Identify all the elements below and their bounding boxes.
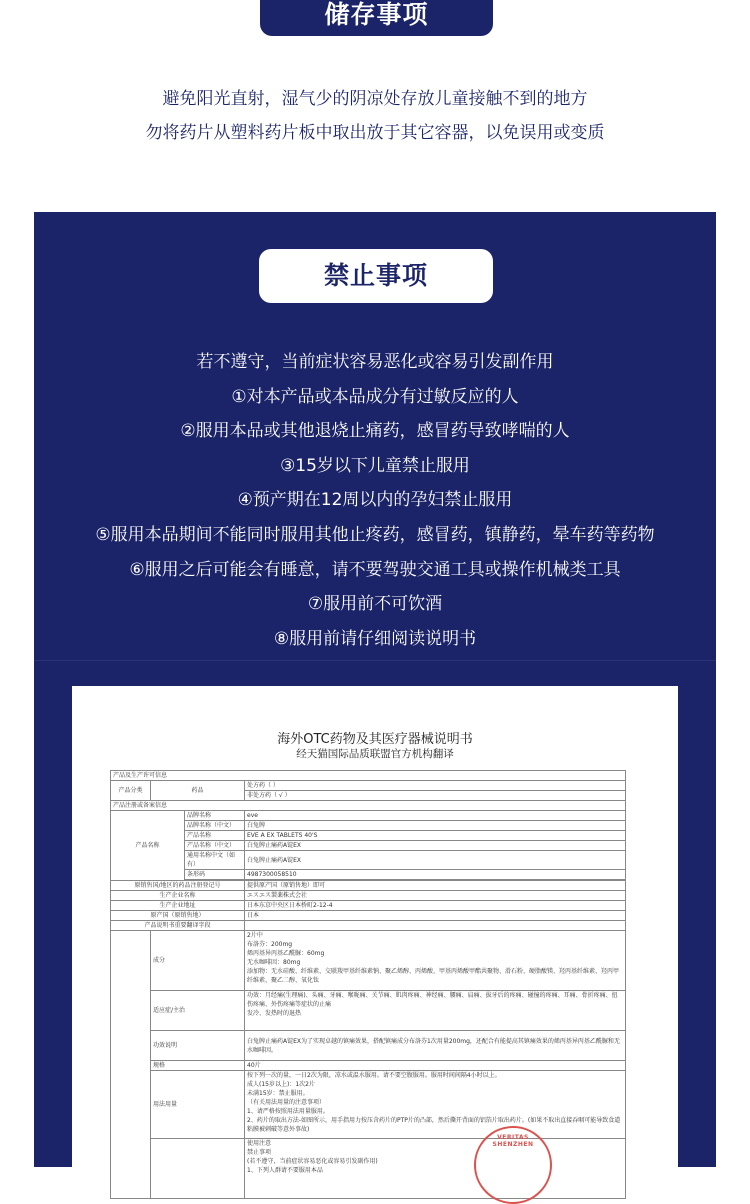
composition-line: 烯丙基异丙基乙酰脲：60mg [247, 950, 325, 957]
table-row: 产品注册或备案信息 [111, 801, 626, 811]
table-cell: 用法用量 [151, 1071, 245, 1139]
table-cell: 白兔牌止痛药A锭EX [245, 841, 626, 851]
seal-text: VERITAS SHENZHEN [492, 1134, 534, 1148]
caution-line: (若不遵守，当前症状容易恶化或容易引发副作用) [247, 1158, 378, 1165]
prohibition-title: 禁止事项 [259, 249, 493, 303]
prohibition-item: ⑥服用之后可能会有睡意，请不要驾驶交通工具或操作机械类工具 [129, 559, 621, 580]
usage-line: 1、请严格按照用法用量服用。 [247, 1108, 329, 1115]
table-cell [245, 931, 626, 991]
table-cell: 生产企业地址 [111, 901, 245, 911]
table-cell: EVE A EX TABLETS 40'S [245, 831, 626, 841]
document-subtitle: 经天猫国际品质联盟官方机构翻译 [296, 748, 454, 760]
table-cell: 产品分类 [111, 781, 151, 801]
table-cell: 白兔牌 [245, 821, 626, 831]
instruction-document [72, 686, 678, 1174]
table-cell: 40片 [245, 1061, 626, 1071]
table-cell: 产品名称（中文） [185, 841, 245, 851]
table-cell: 功效说明 [151, 1031, 245, 1061]
caution-line: 1、下列人群请不要服用本品 [247, 1167, 323, 1174]
table-cell: 条形码 [185, 870, 245, 880]
usage-line: 未满15岁：禁止服用。 [247, 1090, 309, 1097]
table-cell: 处方药（ ） [245, 781, 626, 791]
table-cell: 药品 [151, 781, 245, 801]
table-cell: 生产企业名称 [111, 891, 245, 901]
storage-line-1: 避免阳光直射，湿气少的阴凉处存放儿童接触不到的地方 [162, 89, 588, 109]
table-cell: 白兔牌止痛药A锭EX为了实现卓越的镇痛效果，搭配镇痛成分布洛芬1次用量200mg，还配合有能提高其镇痛效果的烯丙基异丙基乙酰脲和无水咖啡因。 [245, 1031, 626, 1061]
prohibition-item: ⑧服用前请仔细阅读说明书 [273, 628, 477, 649]
table-cell: 4987300058510 [245, 870, 626, 880]
table-cell [245, 921, 626, 931]
table-cell: 原产国（原销售地） [111, 911, 245, 921]
table-cell: 产品名称 [185, 831, 245, 841]
prohibition-item: ①对本产品或本品成分有过敏反应的人 [231, 386, 519, 407]
composition-line: 无水咖啡因：80mg [247, 959, 301, 966]
table-cell: 非处方药（ √ ） [245, 791, 626, 801]
document-title: 海外OTC药物及其医疗器械说明书 [277, 732, 473, 747]
table-cell [245, 1071, 626, 1139]
storage-section [0, 0, 750, 212]
table-cell: 白兔牌止痛药A锭EX [245, 851, 626, 870]
table-cell: 品牌名称（中文） [185, 821, 245, 831]
certification-seal [474, 1126, 552, 1204]
usage-line: （有关用法用量的注意事项） [247, 1099, 326, 1106]
table-cell [245, 1139, 626, 1199]
composition-line: 2片中 [247, 932, 263, 939]
table-cell: エスエス製薬株式会社 [245, 891, 626, 901]
caution-line: 使用注意 [247, 1140, 272, 1147]
table-cell: 产品说明书重要翻译字段 [111, 921, 245, 931]
prohibition-item: ②服用本品或其他退烧止痛药，感冒药导致哮喘的人 [180, 421, 570, 442]
prohibition-item: ⑤服用本品期间不能同时服用其他止疼药，感冒药，镇静药，晕车药等药物 [95, 524, 655, 545]
composition-line: 布洛芬：200mg [247, 941, 293, 948]
prohibition-item: ③15岁以下儿童禁止服用 [280, 455, 470, 476]
section-divider [34, 660, 716, 661]
table-cell: 适应症/主治 [151, 991, 245, 1031]
storage-line-2: 勿将药片从塑料药片板中取出放于其它容器，以免误用或变质 [145, 123, 605, 143]
prohibition-list [34, 345, 716, 656]
prohibition-item: ⑦服用前不可饮酒 [307, 594, 443, 615]
prohibition-item: ④预产期在12周以内的孕妇禁止服用 [237, 490, 513, 511]
table-cell: 成分 [151, 931, 245, 991]
indication-line: 发冷、发热时的退热 [247, 1010, 302, 1017]
table-cell: 日本 [245, 911, 626, 921]
table-cell [151, 1139, 245, 1199]
composition-line: 添加物：无水硅酸、纤维素、交联羧甲基纤维素钠、聚乙烯醇、丙烯酸、甲基丙烯酸甲酯共聚物、滑石粉、硬脂酸镁、羟丙基纤维素、羟丙甲纤维素、聚乙二醇、氧化钛 [247, 968, 620, 984]
table-cell: 规格 [151, 1061, 245, 1071]
prohibition-intro: 若不遵守，当前症状容易恶化或容易引发副作用 [196, 352, 554, 372]
table-cell: 品牌名称 [185, 811, 245, 821]
usage-line: 2、药片的取出方法-如图所示，用手指用力按压含药片的PTP片的凸部，然后撕开背面的铝箔片取出药片。(如果不取出直接吞咽可能导致食道粘膜被刺破等意外事故) [247, 1117, 621, 1133]
table-cell: 日本东京中央区日本桥町2-12-4 [245, 901, 626, 911]
usage-line: 成人(15岁以上)：1次2片 [247, 1081, 315, 1088]
storage-title: 储存事项 [260, 0, 493, 36]
caution-line: 禁止事项 [247, 1149, 272, 1156]
table-cell [111, 931, 151, 1199]
table-row: 产品及生产许可信息 [111, 771, 626, 781]
table-cell [245, 991, 626, 1031]
usage-line: 按下列一次的量，一日2次为限，凉水或温水服用。请不要空腹服用。服用时间间隔4小时以上。 [247, 1072, 501, 1079]
table-cell: 原销售国/地区的药品注册登记号 [111, 881, 245, 891]
table-cell: 提供原产国（原销售地）即可 [245, 881, 626, 891]
indication-line: 功效：月经痛(生理痛)、头痛、牙痛、喉咙痛、关节痛、肌肉疼痛、神经痛、腰痛、肩痛、拔牙后的疼痛、碰撞的疼痛、耳痛、骨折疼痛、扭伤疼痛、外伤疼痛等症状的止痛 [247, 992, 618, 1008]
table-cell: 通用名称中文（如有） [185, 851, 245, 870]
table-cell: eve [245, 811, 626, 821]
table-cell: 产品名称 [111, 811, 185, 881]
